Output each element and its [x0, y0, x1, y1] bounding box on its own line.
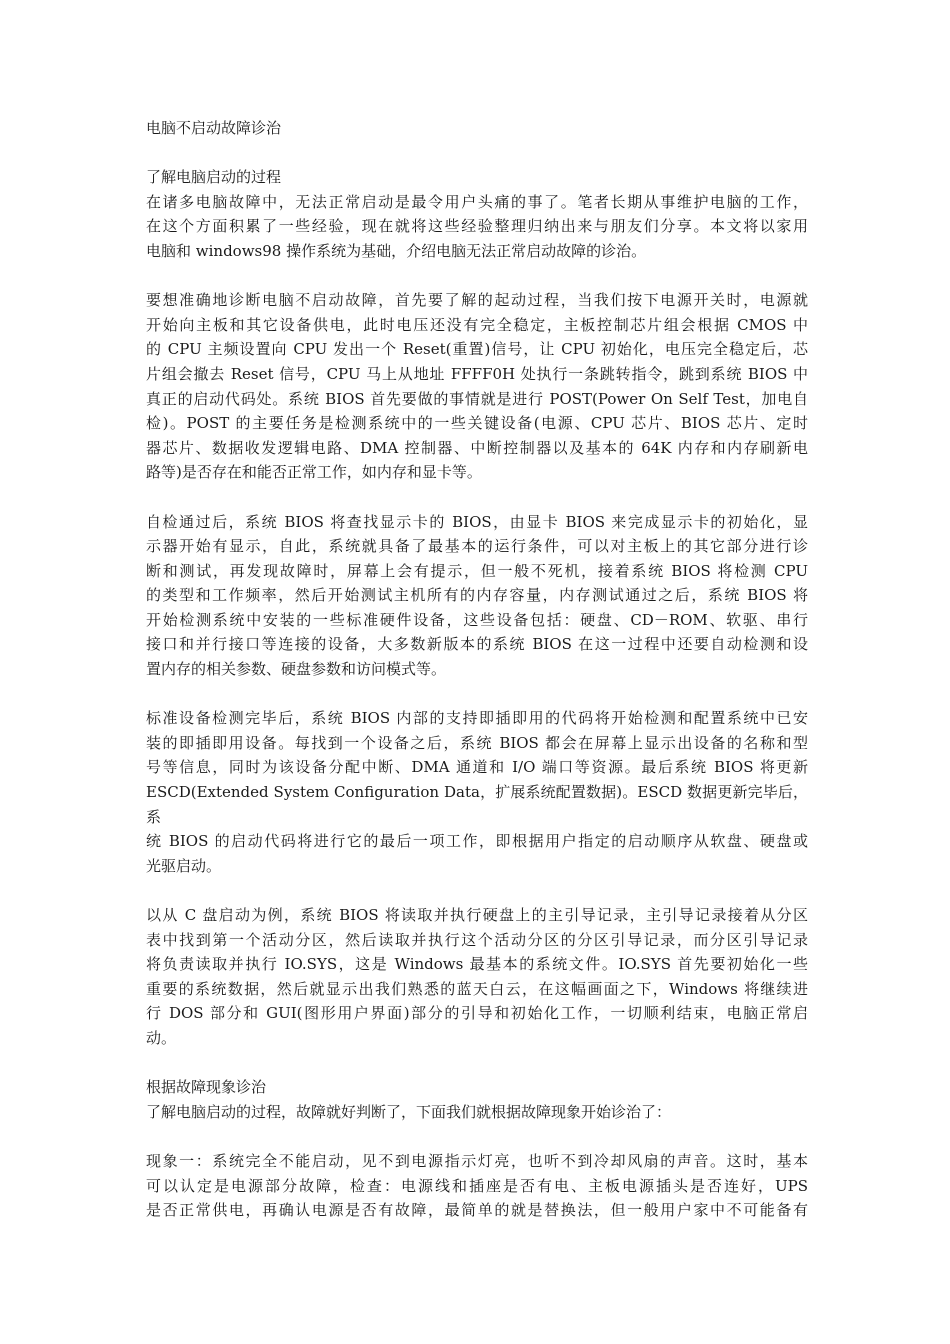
paragraph-line: 要想准确地诊断电脑不启动故障，首先要了解的起动过程，当我们按下电源开关时，电源就 [146, 291, 808, 310]
paragraph-line: ESCD(Extended System Configuration Data，扩展系统配置数据)。ESCD 数据更新完毕后，系 [146, 783, 808, 826]
section-heading-diagnosis: 根据故障现象诊治 [146, 1078, 267, 1097]
paragraph-line: 在诸多电脑故障中，无法正常启动是最令用户头痛的事了。笔者长期从事维护电脑的工作， [146, 192, 808, 211]
paragraph-line: 装的即插即用设备。每找到一个设备之后，系统 BIOS 都会在屏幕上显示出设备的名称和型 [146, 733, 808, 752]
paragraph-line: 示器开始有显示，自此，系统就具备了最基本的运行条件，可以对主板上的其它部分进行诊 [146, 537, 808, 556]
document-page [146, 116, 808, 1223]
paragraph-boot-sequence [146, 288, 808, 485]
blank-line [146, 485, 808, 510]
paragraph-line: 统 BIOS 的启动代码将进行它的最后一项工作，即根据用户指定的启动顺序从软盘、硬盘或 [146, 832, 808, 851]
paragraph-diagnosis-intro [146, 1100, 808, 1125]
paragraph-line: 是否正常供电，再确认电源是否有故障，最简单的就是替换法，但一般用户家中不可能备有 [146, 1201, 808, 1220]
paragraph-line: 行 DOS 部分和 GUI(图形用户界面)部分的引导和初始化工作，一切顺利结束，电脑正常启 [146, 1004, 808, 1023]
blank-line [146, 264, 808, 289]
paragraph-line: 的类型和工作频率，然后开始测试主机所有的内存容量，内存测试通过之后，系统 BIOS 将 [146, 586, 808, 605]
paragraph-line: 断和测试，再发现故障时，屏幕上会有提示，但一般不死机，接着系统 BIOS 将检测 CPU [146, 561, 808, 580]
paragraph-line: 光驱启动。 [146, 856, 222, 875]
paragraph-intro [146, 190, 808, 264]
paragraph-line: 重要的系统数据，然后就显示出我们熟悉的蓝天白云，在这幅画面之下，Windows 将继续进 [146, 979, 808, 998]
paragraph-line: 的 CPU 主频设置向 CPU 发出一个 Reset(重置)信号，让 CPU 初始化，电压完全稳定后，芯 [146, 340, 808, 359]
blank-line [146, 1051, 808, 1076]
paragraph-line: 动。 [146, 1028, 177, 1047]
paragraph-line: 检)。POST 的主要任务是检测系统中的一些关键设备(电源、CPU 芯片、BIOS 芯片、定时 [146, 414, 808, 433]
paragraph-line: 开始检测系统中安装的一些标准硬件设备，这些设备包括：硬盘、CD－ROM、软驱、串行 [146, 610, 808, 629]
blank-line [146, 1124, 808, 1149]
paragraph-line: 在这个方面积累了一些经验，现在就将这些经验整理归纳出来与朋友们分享。本文将以家用 [146, 217, 808, 236]
blank-line [146, 141, 808, 166]
paragraph-line: 路等)是否存在和能否正常工作，如内存和显卡等。 [146, 463, 482, 482]
paragraph-line: 电脑和 windows98 操作系统为基础，介绍电脑无法正常启动故障的诊治。 [146, 241, 647, 260]
paragraph-self-test [146, 510, 808, 682]
paragraph-line: 接口和并行接口等连接的设备，大多数新版本的系统 BIOS 在这一过程中还要自动检测和设 [146, 635, 808, 654]
paragraph-line: 现象一：系统完全不能启动，见不到电源指示灯亮，也听不到冷却风扇的声音。这时，基本 [146, 1151, 808, 1170]
paragraph-line: 片组会撤去 Reset 信号，CPU 马上从地址 FFFF0H 处执行一条跳转指令，跳到系统 BIOS 中 [146, 364, 808, 383]
paragraph-line: 表中找到第一个活动分区，然后读取并执行这个活动分区的分区引导记录，而分区引导记录 [146, 930, 808, 949]
document-title: 电脑不启动故障诊治 [146, 119, 282, 137]
paragraph-line: 置内存的相关参数、硬盘参数和访问模式等。 [146, 660, 447, 679]
paragraph-line: 标准设备检测完毕后，系统 BIOS 内部的支持即插即用的代码将开始检测和配置系统中已安 [146, 709, 808, 728]
paragraph-line: 可以认定是电源部分故障，检查：电源线和插座是否有电、主板电源插头是否连好，UPS [146, 1176, 808, 1195]
section-heading-startup-process: 了解电脑启动的过程 [146, 168, 282, 187]
paragraph-line: 将负责读取并执行 IO.SYS，这是 Windows 最基本的系统文件。IO.SYS 首先要初始化一些 [146, 955, 808, 974]
paragraph-plug-and-play [146, 706, 808, 878]
paragraph-line: 了解电脑启动的过程，故障就好判断了，下面我们就根据故障现象开始诊治了： [146, 1102, 672, 1121]
paragraph-symptom-one [146, 1149, 808, 1223]
paragraph-line: 号等信息，同时为该设备分配中断、DMA 通道和 I/O 端口等资源。最后系统 BIOS 将更新 [146, 758, 808, 777]
blank-line [146, 682, 808, 707]
paragraph-line: 开始向主板和其它设备供电，此时电压还没有完全稳定，主板控制芯片组会根据 CMOS 中 [146, 315, 808, 334]
blank-line [146, 878, 808, 903]
paragraph-boot-from-c [146, 903, 808, 1051]
paragraph-line: 自检通过后，系统 BIOS 将查找显示卡的 BIOS，由显卡 BIOS 来完成显示卡的初始化，显 [146, 512, 808, 531]
paragraph-line: 器芯片、数据收发逻辑电路、DMA 控制器、中断控制器以及基本的 64K 内存和内存刷新电 [146, 438, 808, 457]
paragraph-line: 真正的启动代码处。系统 BIOS 首先要做的事情就是进行 POST(Power On Self Test，加电自 [146, 389, 808, 408]
paragraph-line: 以从 C 盘启动为例，系统 BIOS 将读取并执行硬盘上的主引导记录，主引导记录接着从分区 [146, 906, 808, 924]
